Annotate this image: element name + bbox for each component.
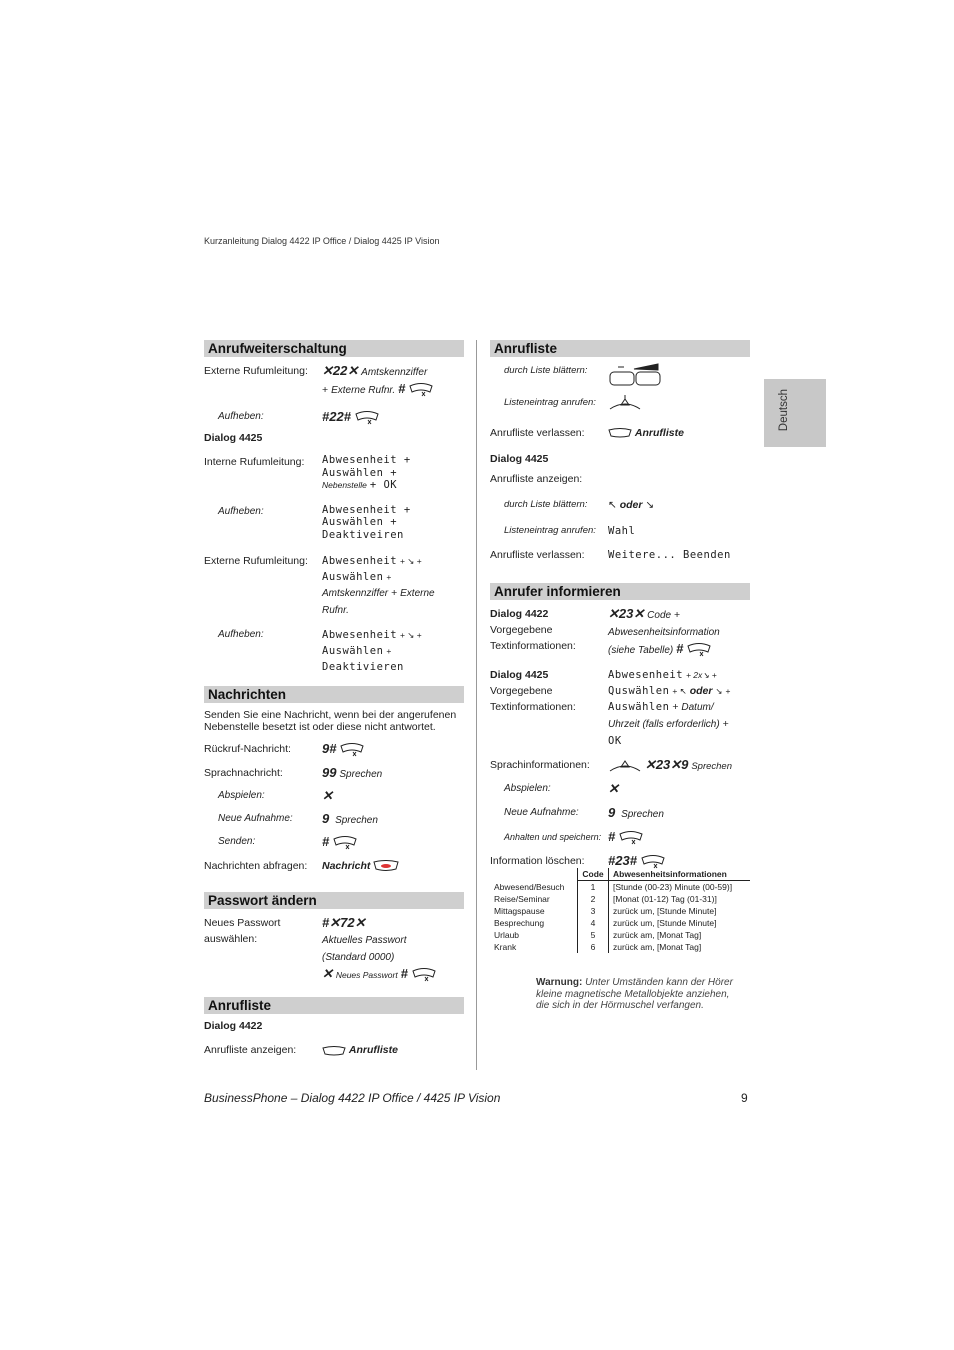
handset-hangup-icon xyxy=(332,835,358,851)
sprachinfo-label: Sprachinformationen: xyxy=(490,759,590,771)
dialog-4425-heading-right: Dialog 4425 xyxy=(490,453,549,465)
language-tab xyxy=(764,379,826,447)
sprachinfo-row xyxy=(490,757,750,781)
table-cell-name: Abwesend/Besuch xyxy=(494,881,565,892)
arrow-down-icon: ↘ xyxy=(645,499,655,511)
rueckruf-label: Rückruf-Nachricht: xyxy=(204,743,291,756)
senden-row xyxy=(204,834,464,858)
code-word: Code xyxy=(647,610,672,621)
int-v3: + OK xyxy=(369,479,398,492)
anzeigen-label: Anrufliste anzeigen: xyxy=(490,473,583,485)
pw-label2: auswählen: xyxy=(204,933,258,946)
eintrag-row xyxy=(490,395,750,425)
sprachnachricht-row xyxy=(204,765,464,788)
e2-v3b: + xyxy=(391,587,398,600)
table-header-empty xyxy=(490,868,578,881)
neue-code: 9 xyxy=(322,811,330,827)
running-header: Kurzanleitung Dialog 4422 IP Office / Dialog 4425 IP Vision xyxy=(204,236,440,246)
sprechen-text: Sprechen xyxy=(335,815,378,827)
warning-text: Unter Umständen kann der Hörer kleine magnetische Metallobjekte anziehen, die sich in der Hörmuschel verfangen. xyxy=(536,977,733,1011)
table-cell-info: [Stunde (00-23) Minute (00-59)] xyxy=(613,882,733,892)
handset-offhook-icon xyxy=(608,395,642,415)
neue-aufnahme-label: Neue Aufnahme: xyxy=(218,813,293,825)
e2-v1: Abwesenheit xyxy=(322,555,398,568)
message-key-icon xyxy=(373,860,399,872)
i2b: + ↖ xyxy=(672,686,687,696)
loe-code: #23# xyxy=(608,853,637,868)
c2-v3: Deaktiveiren xyxy=(322,528,404,541)
sp-code: ✕23✕9 xyxy=(644,757,689,772)
star-key: ✕ xyxy=(608,781,619,796)
handset-hangup-icon xyxy=(354,410,380,426)
i4b: + xyxy=(722,718,729,730)
table-cell-info: [Monat (01-12) Tag (01-31)] xyxy=(613,894,717,904)
table-cell-code: 5 xyxy=(578,929,609,941)
table-cell-name: Reise/Seminar xyxy=(494,894,550,904)
nachricht-text: Nachricht xyxy=(322,860,371,873)
anzeigen-row xyxy=(490,471,750,497)
c3-v2: Auswählen xyxy=(322,645,384,658)
table-cell-info: zurück am, [Monat Tag] xyxy=(613,930,702,940)
table-cell-info: zurück um, [Stunde Minute] xyxy=(613,918,717,928)
d4425-info-row xyxy=(490,667,750,749)
table-header-row xyxy=(490,868,750,881)
sprechen-text: Sprechen xyxy=(339,769,383,781)
anhalten-label: Anhalten und speichern: xyxy=(504,832,602,842)
c2-v1: Abwesenheit + xyxy=(322,503,411,516)
table-cell-name: Mittagspause xyxy=(494,906,545,916)
table-cell-info: zurück am, [Monat Tag] xyxy=(613,942,702,952)
plus-sign: + xyxy=(674,609,681,621)
d4422-info-row xyxy=(490,606,750,659)
softkey-icon xyxy=(322,1046,346,1056)
eintrag2-row xyxy=(490,523,750,547)
left-column xyxy=(204,340,464,1058)
rueckruf-row xyxy=(204,741,464,765)
i2c: + xyxy=(725,686,731,696)
ext-amt: Amtskennziffer xyxy=(361,367,428,378)
e2-v2: Auswählen xyxy=(322,571,384,584)
c3-v1: Abwesenheit xyxy=(322,629,398,642)
anrufliste-label: Anrufliste anzeigen: xyxy=(204,1044,297,1057)
ext2-label: Externe Rufumleitung: xyxy=(204,555,308,568)
right-column xyxy=(490,340,750,877)
hash-key: # xyxy=(676,641,684,656)
verlassen-label: Anrufliste verlassen: xyxy=(490,427,585,439)
table-cell-name: Krank xyxy=(494,942,517,952)
hash-key: # xyxy=(322,834,330,850)
neue2-label: Neue Aufnahme: xyxy=(504,807,579,818)
anhalten-row xyxy=(490,829,750,853)
i3c: Datum/ xyxy=(681,702,714,713)
passwort-row xyxy=(204,915,464,983)
ext-forward-row xyxy=(204,363,464,399)
i4: Uhrzeit (falls erforderlich) xyxy=(608,719,720,730)
e2-v1b: + ↘ + xyxy=(399,556,422,567)
table-cell-name: Urlaub xyxy=(494,930,520,940)
section-title-anrufer-informieren: Anrufer informieren xyxy=(490,583,750,600)
cancel2-label: Aufheben: xyxy=(218,505,264,517)
table-row xyxy=(490,929,750,941)
c3-v3: Deaktivieren xyxy=(322,661,404,674)
table-row xyxy=(490,941,750,953)
pw-label1: Neues Passwort xyxy=(204,917,281,930)
text2-label: Textinformationen: xyxy=(490,701,576,713)
blaettern-label: durch Liste blättern: xyxy=(504,365,588,376)
ext-rufnr: Externe Rufnr. xyxy=(331,385,396,396)
language-tab-label: Deutsch xyxy=(778,389,790,432)
cancel2-row xyxy=(204,504,464,542)
pw-neu: Neues Passwort xyxy=(335,970,398,981)
cancel-code: #22# xyxy=(322,409,351,424)
cancel-row xyxy=(204,409,464,426)
senden-label: Senden: xyxy=(218,836,256,848)
table-cell-name: Besprechung xyxy=(494,918,545,928)
d4425-heading: Dialog 4425 xyxy=(490,669,549,681)
i1: Abwesenheit xyxy=(608,669,684,681)
eintrag-label: Listeneintrag anrufen: xyxy=(504,397,596,408)
table-cell-code: 1 xyxy=(578,881,609,894)
ext-code: ✕22✕ xyxy=(322,363,359,378)
nachrichten-intro: Senden Sie eine Nachricht, wenn bei der angerufenen Nebenstelle besetzt ist oder diese nicht antwortet. xyxy=(204,709,457,734)
warning-note xyxy=(536,977,736,1012)
table-cell-code: 3 xyxy=(578,905,609,917)
softkey-icon xyxy=(608,428,632,438)
arrow-up-icon: ↖ xyxy=(608,499,617,511)
plus-sign: + xyxy=(322,384,329,396)
anrufliste-value: Anrufliste xyxy=(348,1044,398,1057)
sprach-code: 99 xyxy=(322,765,337,781)
arrow-down-icon: ↘ xyxy=(715,686,723,696)
code-23: ✕23✕ xyxy=(608,606,645,621)
cancel3-label: Aufheben: xyxy=(218,629,264,641)
hash-key: # xyxy=(608,829,616,844)
int-forward-label: Interne Rufumleitung: xyxy=(204,456,305,469)
verlassen-row xyxy=(490,425,750,449)
dialog-4422-heading: Dialog 4422 xyxy=(204,1020,263,1033)
volume-keys-icon xyxy=(608,363,662,387)
i1b: + 2x↘ + xyxy=(685,670,717,680)
ext-forward-label: Externe Rufumleitung: xyxy=(204,365,308,377)
section-title-anrufliste-left: Anrufliste xyxy=(204,997,464,1014)
pw-aktuell: Aktuelles Passwort xyxy=(322,935,407,947)
blaettern-row xyxy=(490,363,750,395)
star-key: ✕ xyxy=(322,788,333,804)
handset-hangup-icon xyxy=(408,382,434,398)
neue-aufnahme-row xyxy=(204,811,464,834)
sprechen-text: Sprechen xyxy=(691,761,732,772)
table-row xyxy=(490,905,750,917)
eintrag2-label: Listeneintrag anrufen: xyxy=(504,525,596,536)
weitere-text: Weitere... Beenden xyxy=(608,549,731,561)
blaettern2-row xyxy=(490,497,750,523)
pw-code: #✕72✕ xyxy=(322,915,366,931)
abfragen-label: Nachrichten abfragen: xyxy=(204,860,308,873)
int-v1: Abwesenheit + xyxy=(322,454,411,467)
d4422-heading: Dialog 4422 xyxy=(490,608,549,620)
siehe-tabelle: (siehe Tabelle) xyxy=(608,645,674,656)
i3b: + xyxy=(672,701,679,713)
hash-key: # xyxy=(398,381,406,396)
e2-v3c: Externe xyxy=(400,588,435,600)
int-forward-row xyxy=(204,454,464,492)
rueckruf-code: 9# xyxy=(322,741,337,757)
page-number: 9 xyxy=(741,1091,748,1105)
anrufliste-anzeigen-row xyxy=(204,1042,464,1058)
vorg1-label: Vorgegebene xyxy=(490,624,553,636)
c3-v2b: + xyxy=(386,646,392,657)
abspielen2-label: Abspielen: xyxy=(504,783,551,794)
sprechen-text: Sprechen xyxy=(621,809,664,820)
absence-table-wrap xyxy=(490,868,750,953)
verlassen2-row xyxy=(490,547,750,571)
pw-standard: (Standard 0000) xyxy=(322,952,395,964)
handset-hangup-icon xyxy=(618,830,644,846)
handset-hangup-icon xyxy=(686,642,712,658)
neue2-code: 9 xyxy=(608,805,616,820)
table-cell-code: 4 xyxy=(578,917,609,929)
oder-text: oder xyxy=(689,685,713,697)
handset-offhook-icon xyxy=(608,758,642,774)
section-title-nachrichten: Nachrichten xyxy=(204,686,464,703)
section-title-passwort: Passwort ändern xyxy=(204,892,464,909)
i2: Quswählen xyxy=(608,685,670,697)
e2-v2b: + xyxy=(386,572,392,583)
e2-v3: Amtskennziffer xyxy=(322,588,389,600)
page-footer: BusinessPhone – Dialog 4422 IP Office / 4425 IP Vision xyxy=(204,1091,501,1105)
star-key: ✕ xyxy=(322,966,333,982)
table-cell-info: zurück um, [Stunde Minute] xyxy=(613,906,717,916)
e2-v4: Rufnr. xyxy=(322,605,349,617)
table-row xyxy=(490,917,750,929)
sprachnachricht-label: Sprachnachricht: xyxy=(204,767,283,780)
anrufliste-value: Anrufliste xyxy=(634,427,684,439)
text1-label: Textinformationen: xyxy=(490,640,576,652)
table-row xyxy=(490,881,750,894)
oder-text: oder xyxy=(619,499,643,511)
table-header-info: Abwesenheitsinformationen xyxy=(609,868,750,881)
table-cell-code: 2 xyxy=(578,893,609,905)
column-divider xyxy=(476,340,477,1070)
handset-hangup-icon xyxy=(339,742,365,758)
vorg2-label: Vorgegebene xyxy=(490,685,553,697)
blaettern2-label: durch Liste blättern: xyxy=(504,499,588,510)
table-cell-code: 6 xyxy=(578,941,609,953)
cancel-label: Aufheben: xyxy=(218,411,264,422)
cancel3-row xyxy=(204,627,464,675)
table-header-code: Code xyxy=(578,868,609,881)
abfragen-row xyxy=(204,858,464,882)
int-v2: Auswählen + xyxy=(322,466,398,479)
c3-v1b: + ↘ + xyxy=(399,630,422,641)
warning-label: Warnung: xyxy=(536,977,583,988)
neue2-row xyxy=(490,805,750,829)
int-nebenstelle: Nebenstelle xyxy=(322,480,367,491)
section-title-anrufweiterschaltung: Anrufweiterschaltung xyxy=(204,340,464,357)
wahl-text: Wahl xyxy=(608,525,636,537)
abspielen2-row xyxy=(490,781,750,805)
dialog-4425-heading: Dialog 4425 xyxy=(204,432,263,445)
abspielen-label: Abspielen: xyxy=(218,790,265,802)
c2-v2: Auswählen + xyxy=(322,516,398,529)
loeschen-label: Information löschen: xyxy=(490,855,585,867)
handset-hangup-icon xyxy=(411,967,437,983)
abspielen-row xyxy=(204,788,464,811)
section-title-anrufliste-right: Anrufliste xyxy=(490,340,750,357)
verlassen2-label: Anrufliste verlassen: xyxy=(490,549,585,561)
hash-key: # xyxy=(400,966,408,982)
abw-info: Abwesenheitsinformation xyxy=(608,627,720,638)
i5: OK xyxy=(608,735,622,747)
table-row xyxy=(490,893,750,905)
absence-table xyxy=(490,868,750,953)
i3: Auswählen xyxy=(608,701,670,713)
ext2-row xyxy=(204,553,464,619)
